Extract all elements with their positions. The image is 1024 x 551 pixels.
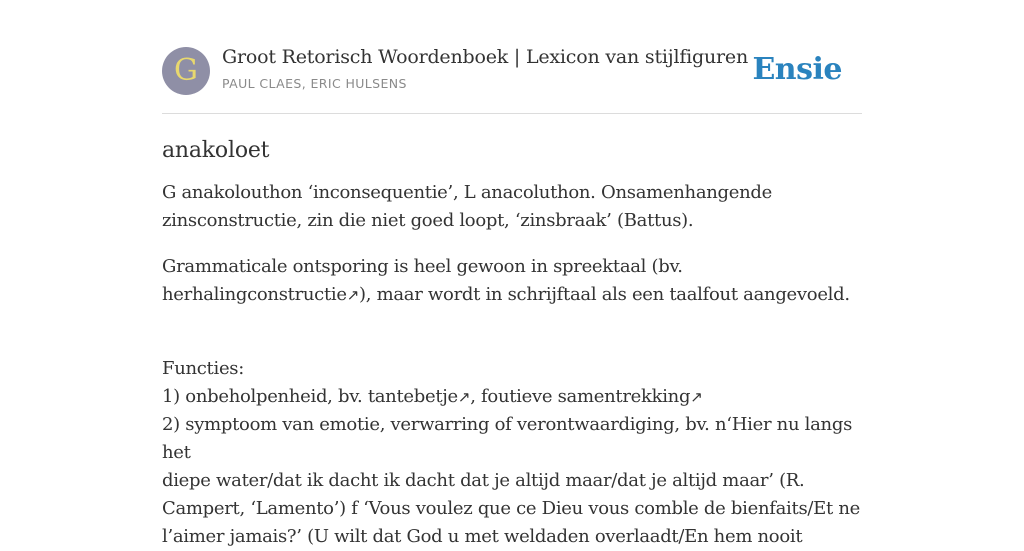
spacer — [162, 327, 862, 355]
function-item-1-start: 1) onbeholpenheid, bv. tantebetje — [162, 386, 458, 407]
entry-content — [162, 138, 862, 551]
herhalingconstructie-link-icon[interactable]: ↗ — [346, 286, 359, 304]
authors[interactable]: PAUL CLAES, ERIC HULSENS — [222, 76, 407, 91]
function-item-1-middle: , foutieve samentrekking — [470, 386, 691, 407]
function-item-2-line: l’aimer jamais?’ (U wilt dat God u met weldaden overlaadt/En hem nooit — [162, 526, 803, 547]
usage-paragraph — [162, 253, 862, 309]
divider — [162, 113, 862, 114]
brand-logo[interactable]: Ensie — [752, 52, 842, 87]
definition-paragraph: G anakolouthon ‘inconsequentie’, L anacoluthon. Onsamenhangende zinsconstructie, zin die niet goed loopt, ‘zinsbraak’ (Battus). — [162, 182, 772, 231]
header — [162, 46, 862, 96]
function-item-1 — [162, 383, 862, 411]
functions-label: Functies: — [162, 358, 245, 379]
entry-term: anakoloet — [162, 138, 270, 163]
tantebetje-link-icon[interactable]: ↗ — [457, 388, 471, 406]
samentrekking-link-icon[interactable]: ↗ — [690, 388, 703, 406]
avatar-letter: G — [174, 53, 198, 88]
book-avatar[interactable] — [162, 47, 210, 95]
usage-text-before: Grammaticale ontsporing is heel gewoon in spreektaal (bv. herhalingconstructie — [162, 256, 683, 305]
function-item-2-line: 2) symptoom van emotie, verwarring of verontwaardiging, bv. n‘Hier nu langs het — [162, 414, 858, 463]
function-item-2-line: Campert, ‘Lamento’) f ‘Vous voulez que ce Dieu vous comble de bienfaits/Et ne — [162, 498, 860, 519]
function-item-2-line: diepe water/dat ik dacht ik dacht dat je altijd maar/dat je altijd maar’ (R. — [162, 470, 805, 491]
usage-text-after: ), maar wordt in schrijftaal als een taalfout aangevoeld. — [359, 284, 850, 305]
book-title[interactable]: Groot Retorisch Woordenboek | Lexicon van stijlfiguren — [222, 46, 748, 68]
